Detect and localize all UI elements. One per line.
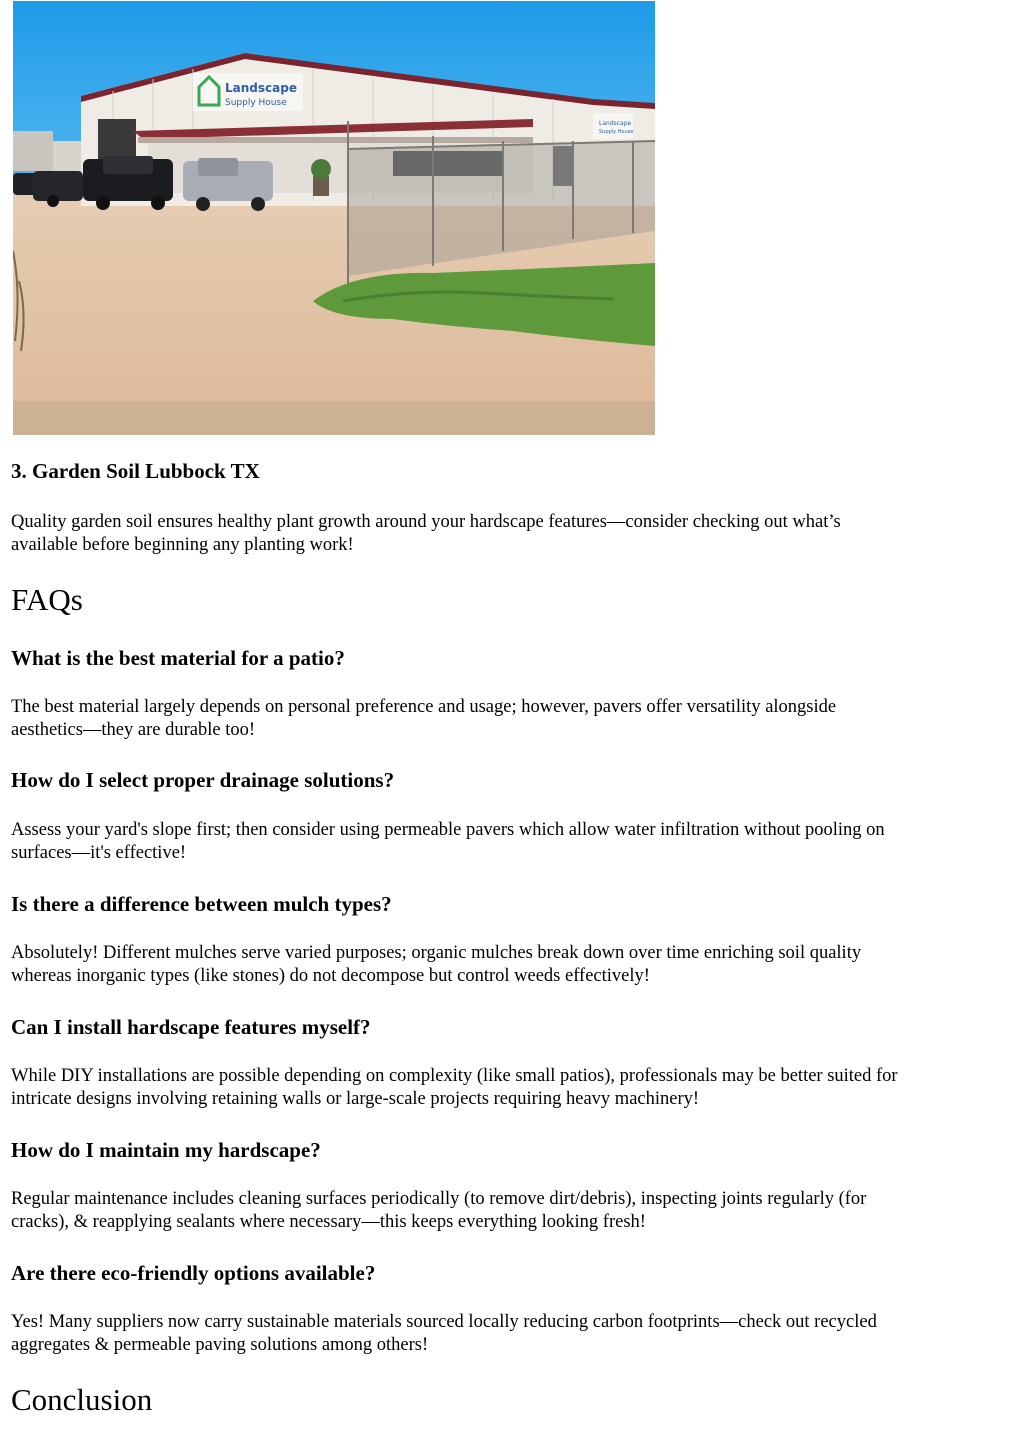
answer-line: cracks), & reapplying sealants where necessary—this keeps everything looking fresh!	[11, 1212, 646, 1232]
answer-line: Assess your yard's slope first; then consider using permeable pavers which allow water infiltration without pooling on	[11, 820, 885, 840]
side-sign-text-line-1: Landscape	[599, 120, 632, 127]
side-building-sign	[593, 113, 633, 139]
answer-line: Absolutely! Different mulches serve varied purposes; organic mulches break down over time enriching soil quality	[11, 943, 862, 963]
faq-answer	[11, 942, 1011, 988]
answer-line: aesthetics—they are durable too!	[11, 720, 255, 740]
answer-line: surfaces—it's effective!	[11, 843, 187, 863]
faq-question: Is there a difference between mulch types?	[11, 892, 392, 916]
faq-question: Are there eco-friendly options available?	[11, 1261, 376, 1285]
faq-question: How do I select proper drainage solutions?	[11, 768, 395, 792]
body-line: available before beginning any planting work!	[11, 535, 354, 555]
answer-line: While DIY installations are possible depending on complexity (like small patios), professionals may be better suited for	[11, 1066, 898, 1086]
conclusion-heading: Conclusion	[11, 1382, 153, 1417]
faq-answer	[11, 1065, 1011, 1111]
sign-text-line-2: Supply House	[225, 98, 287, 108]
faq-answer	[11, 696, 1011, 742]
sign-text-line-1: Landscape	[225, 81, 297, 95]
faq-answer	[11, 1311, 1011, 1357]
landscape-supply-house-photo	[13, 1, 655, 435]
section-body-garden-soil	[11, 511, 1011, 557]
faq-question: What is the best material for a patio?	[11, 646, 345, 670]
faq-question: Can I install hardscape features myself?	[11, 1015, 371, 1039]
faq-answer	[11, 1188, 1011, 1234]
faq-question: How do I maintain my hardscape?	[11, 1138, 321, 1162]
answer-line: intricate designs involving retaining walls or large-scale projects requiring heavy machinery!	[11, 1089, 700, 1109]
body-line: Quality garden soil ensures healthy plant growth around your hardscape features—consider checking out what’s	[11, 512, 841, 532]
answer-line: whereas inorganic types (like stones) do not decompose but control weeds effectively!	[11, 966, 650, 986]
faqs-heading: FAQs	[11, 582, 83, 617]
answer-line: The best material largely depends on personal preference and usage; however, pavers offer versatility alongside	[11, 697, 837, 717]
answer-line: Regular maintenance includes cleaning surfaces periodically (to remove dirt/debris), inspecting joints regularly (for	[11, 1189, 867, 1209]
side-sign-text-line-2: Supply House	[599, 129, 634, 135]
faq-answer	[11, 819, 1011, 865]
building-sign	[193, 73, 303, 111]
answer-line: Yes! Many suppliers now carry sustainable materials sourced locally reducing carbon footprints—check out recycled	[11, 1312, 877, 1332]
section-heading-garden-soil: 3. Garden Soil Lubbock TX	[11, 459, 260, 483]
answer-line: aggregates & permeable paving solutions among others!	[11, 1335, 429, 1355]
